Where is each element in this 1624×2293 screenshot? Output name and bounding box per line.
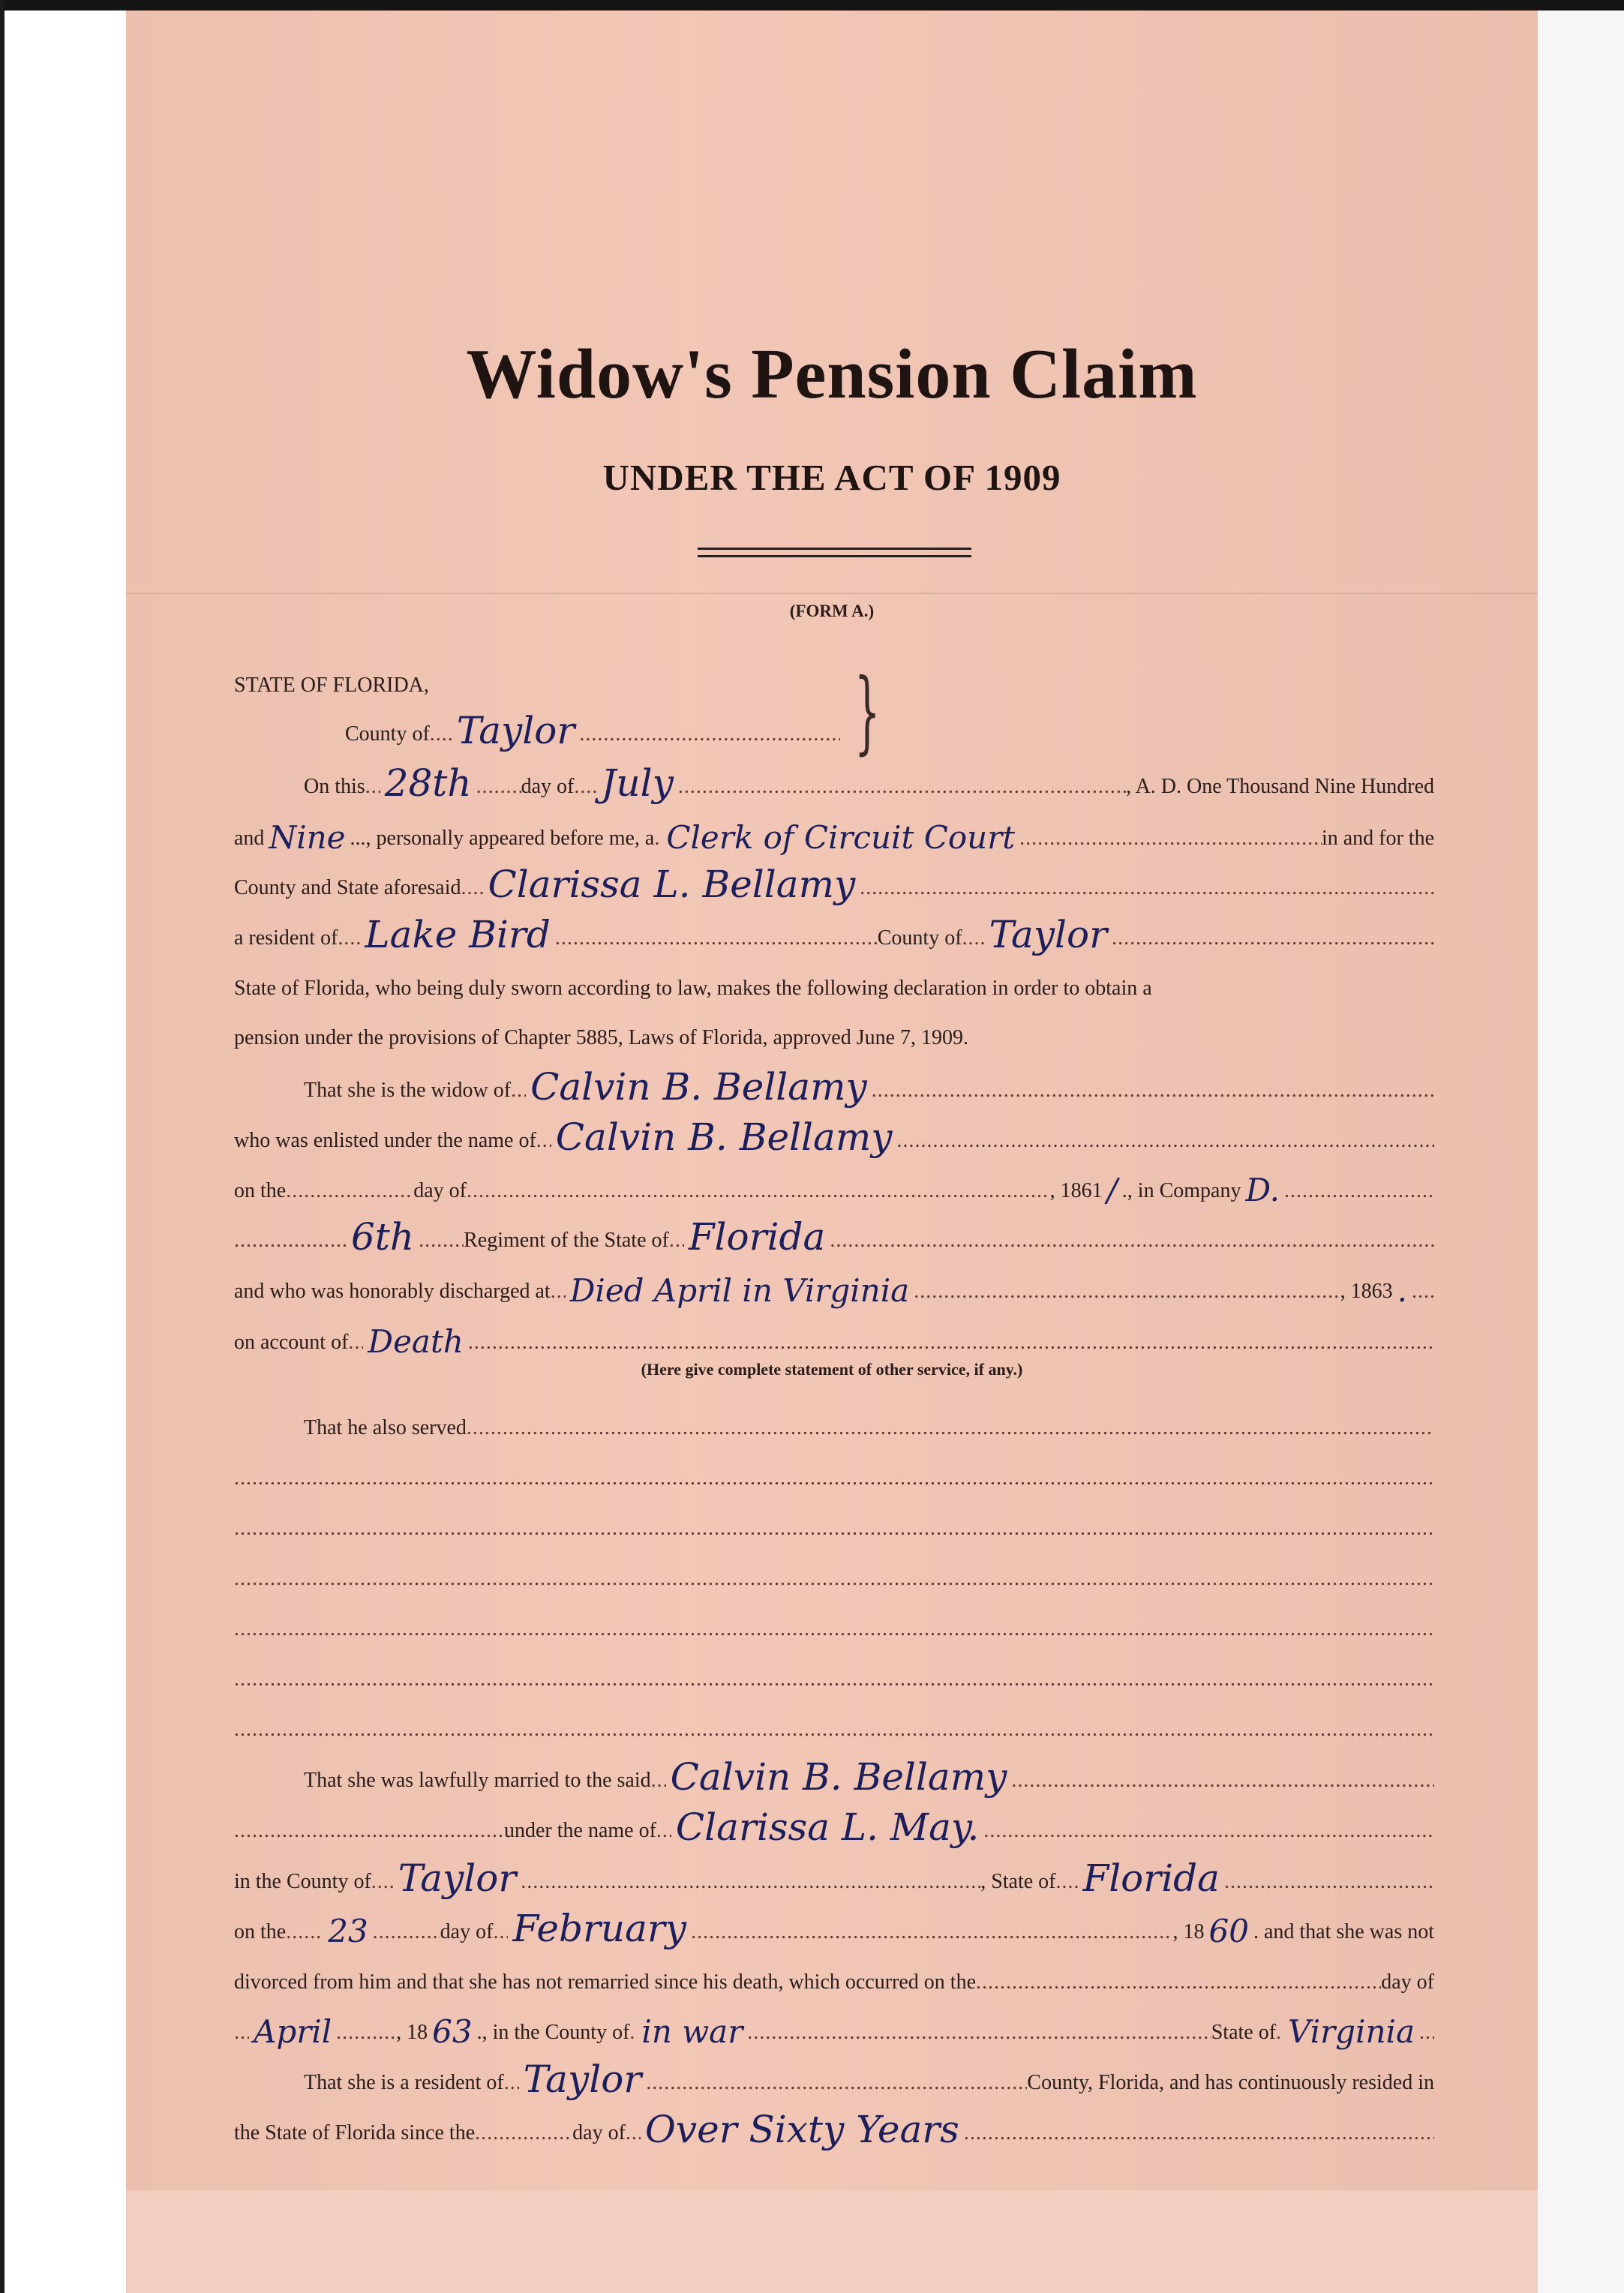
form-subtitle: UNDER THE ACT OF 1909 xyxy=(602,457,1061,498)
leader-dots xyxy=(1112,926,1434,950)
also-served-label: That he also served xyxy=(304,1416,467,1439)
day-field[interactable]: 28th xyxy=(384,761,472,805)
leader-dots xyxy=(669,1229,684,1253)
company-field[interactable]: D. xyxy=(1245,1172,1280,1208)
married-to-field[interactable]: Calvin B. Bellamy xyxy=(670,1755,1007,1799)
leader-dots xyxy=(691,1920,1172,1944)
leader-dots[interactable] xyxy=(467,1416,1434,1440)
leader-dots xyxy=(626,2121,641,2145)
appeared-line xyxy=(234,813,1434,856)
enlisted-name-field[interactable]: Calvin B. Bellamy xyxy=(555,1115,893,1159)
current-county-field[interactable]: Taylor xyxy=(523,2057,642,2101)
leader-dots xyxy=(1276,2021,1283,2045)
widow-line xyxy=(304,1065,1434,1109)
discharge-year-field[interactable]: . xyxy=(1397,1272,1407,1309)
service-blank-line[interactable] xyxy=(234,1654,1434,1691)
paper-bottom-band xyxy=(126,2190,1538,2293)
day-of-label: day of xyxy=(413,1179,467,1202)
sworn-line xyxy=(234,963,1434,1001)
death-county-field[interactable]: in war xyxy=(641,2013,743,2050)
leader-dots xyxy=(234,2021,249,2045)
leader-dots xyxy=(914,1280,1340,1304)
day-of-label: day of xyxy=(440,1920,494,1943)
paper-fold xyxy=(126,593,1538,594)
discharged-label: and who was honorably discharged at xyxy=(234,1280,551,1303)
regiment-label: Regiment of the State of xyxy=(464,1229,669,1252)
leader-dots xyxy=(467,1179,1050,1203)
scan-top-border xyxy=(0,0,1624,11)
county-florida-label: County, Florida, and has continuously resided in xyxy=(1027,2071,1434,2094)
regiment-state-field[interactable]: Florida xyxy=(688,1215,826,1259)
leader-dots xyxy=(521,1870,980,1894)
service-blank-line[interactable] xyxy=(234,1503,1434,1541)
leader-dots xyxy=(234,1517,1434,1541)
discharge-place-field[interactable]: Died April in Virginia xyxy=(569,1272,910,1309)
leader-dots xyxy=(1011,1769,1434,1793)
leader-dots xyxy=(234,1567,1434,1591)
service-blank-line[interactable] xyxy=(234,1704,1434,1742)
on-the-label: on the xyxy=(234,1179,287,1202)
leader-dots[interactable] xyxy=(976,1970,1381,1994)
married-to-label: That she was lawfully married to the said xyxy=(304,1769,651,1792)
enlist-year-field[interactable]: / xyxy=(1106,1172,1118,1208)
marriage-county-field[interactable]: Taylor xyxy=(398,1856,517,1900)
maiden-name-line xyxy=(234,1805,1434,1849)
leader-dots xyxy=(493,1920,508,1944)
leader-dots xyxy=(373,1920,440,1944)
leader-dots xyxy=(964,2121,1434,2145)
claimant-name-field[interactable]: Clarissa L. Bellamy xyxy=(488,863,856,906)
date-line xyxy=(304,761,1434,805)
since-field[interactable]: Over Sixty Years xyxy=(644,2108,959,2151)
husband-field[interactable]: Calvin B. Bellamy xyxy=(530,1065,867,1109)
leader-dots xyxy=(555,926,878,950)
marriage-day-field[interactable]: 23 xyxy=(328,1913,368,1949)
maiden-name-field[interactable]: Clarissa L. May. xyxy=(675,1805,980,1849)
residence-line xyxy=(234,913,1434,956)
leader-dots xyxy=(897,1129,1435,1153)
leader-dots xyxy=(656,1819,671,1843)
pension-line xyxy=(234,1013,1434,1050)
service-blank-line[interactable] xyxy=(234,1604,1434,1641)
in-company-label: ., in Company xyxy=(1121,1179,1241,1202)
leader-dots xyxy=(419,1229,464,1253)
leader-dots xyxy=(338,926,360,950)
death-month-field[interactable]: April xyxy=(254,2013,332,2050)
leader-dots xyxy=(747,2021,1211,2045)
service-note: (Here give complete statement of other service, if any.) xyxy=(641,1360,1023,1379)
form-title: Widow's Pension Claim xyxy=(466,335,1198,413)
form-label: (FORM A.) xyxy=(789,602,875,620)
resident-of-label: a resident of xyxy=(234,926,338,950)
leader-dots xyxy=(476,775,521,799)
leader-dots xyxy=(1412,1280,1434,1304)
leader-dots xyxy=(430,722,452,746)
leader-dots xyxy=(468,1331,1434,1355)
marriage-year-field[interactable]: 60 xyxy=(1208,1913,1249,1949)
leader-dots xyxy=(504,2071,519,2095)
leader-dots xyxy=(536,1129,551,1153)
leader-dots xyxy=(511,1079,526,1103)
on-the-label: on the xyxy=(234,1920,287,1943)
aforesaid-label: County and State aforesaid xyxy=(234,876,461,899)
year-18-label: , 18 xyxy=(1172,1920,1205,1943)
leader-dots xyxy=(475,2121,572,2145)
state-line xyxy=(234,660,759,698)
year-18-label: , 18 xyxy=(396,2021,428,2044)
leader-dots xyxy=(860,876,1434,900)
leader-dots xyxy=(654,827,662,851)
married-line xyxy=(304,1755,1434,1799)
under-name-label: under the name of xyxy=(504,1819,656,1842)
leader-dots xyxy=(551,1280,566,1304)
county-line xyxy=(345,709,840,752)
leader-dots xyxy=(1019,827,1322,851)
leader-dots xyxy=(234,1617,1434,1641)
leader-dots xyxy=(234,1229,347,1253)
since-line xyxy=(234,2108,1434,2151)
in-and-for-label: in and for the xyxy=(1321,827,1434,850)
widow-of-label: That she is the widow of xyxy=(304,1079,512,1102)
scan-left-border xyxy=(0,0,5,2293)
leader-dots xyxy=(286,1920,323,1944)
not-divorced-label: . and that she was not xyxy=(1253,1920,1434,1943)
pension-text: pension under the provisions of Chapter 5885, Laws of Florida, approved June 7, 1909. xyxy=(234,1026,969,1049)
leader-dots xyxy=(646,2071,1027,2095)
ad-label: , A. D. One Thousand Nine Hundred xyxy=(1126,775,1434,798)
leader-dots xyxy=(651,1769,666,1793)
claimant-line xyxy=(234,863,1434,906)
enlistment-date-line xyxy=(234,1166,1434,1208)
day-of-label: day of xyxy=(1381,1970,1434,1994)
leader-dots xyxy=(579,722,840,746)
leader-dots xyxy=(461,876,483,900)
appeared-label: ..., personally appeared before me, a xyxy=(350,827,655,850)
leader-dots xyxy=(365,775,380,799)
county-of-label: County of xyxy=(877,926,962,950)
residence-field[interactable]: Lake Bird xyxy=(365,913,551,956)
state-of-label: , State of xyxy=(980,1870,1056,1893)
day-of-label: day of xyxy=(572,2121,626,2144)
sworn-text: State of Florida, who being duly sworn according to law, makes the following declaration in order to obtain a xyxy=(234,977,1152,1000)
title-rule-top xyxy=(698,548,971,550)
day-of-label: day of xyxy=(521,775,575,798)
leader-dots xyxy=(1224,1870,1434,1894)
marriage-state-field[interactable]: Florida xyxy=(1082,1856,1220,1900)
enlisted-line xyxy=(234,1115,1434,1159)
state-label: STATE OF FLORIDA, xyxy=(234,674,429,697)
also-served-line xyxy=(304,1403,1434,1440)
on-account-label: on account of xyxy=(234,1331,349,1354)
leader-dots xyxy=(983,1819,1434,1843)
title-rule-bottom xyxy=(698,555,971,557)
marriage-month-field[interactable]: February xyxy=(512,1907,687,1950)
resident-of-label: That she is a resident of xyxy=(304,2071,504,2094)
death-state-field[interactable]: Virginia xyxy=(1288,2013,1415,2050)
regiment-field[interactable]: 6th xyxy=(351,1215,415,1259)
death-line xyxy=(234,2007,1434,2050)
leader-dots xyxy=(1419,2021,1434,2045)
current-residence-line xyxy=(304,2057,1434,2101)
leader-dots xyxy=(1284,1179,1434,1203)
discharge-line xyxy=(234,1266,1434,1309)
leader-dots xyxy=(234,1819,504,1843)
leader-dots xyxy=(234,1667,1434,1691)
account-line xyxy=(234,1317,1434,1360)
official-field[interactable]: Clerk of Circuit Court xyxy=(666,819,1016,856)
leader-dots xyxy=(348,1331,363,1355)
leader-dots xyxy=(371,1870,394,1894)
service-blank-line[interactable] xyxy=(234,1553,1434,1591)
leader-dots xyxy=(574,775,596,799)
leader-dots xyxy=(872,1079,1434,1103)
leader-dots xyxy=(678,775,1126,799)
leader-dots xyxy=(830,1229,1434,1253)
account-field[interactable]: Death xyxy=(368,1323,464,1360)
and-label: and xyxy=(234,827,265,850)
county-label: County of xyxy=(345,722,430,746)
year-word-field[interactable]: Nine xyxy=(269,819,346,856)
leader-dots xyxy=(234,1718,1434,1742)
in-county-label: ., in the County of xyxy=(476,2021,630,2044)
brace-icon: } xyxy=(854,660,881,764)
scan-margin xyxy=(1538,11,1624,2293)
on-this-label: On this xyxy=(304,775,365,798)
year-1863-label: , 1863 xyxy=(1340,1280,1393,1303)
residence-county-field[interactable]: Taylor xyxy=(989,913,1108,956)
leader-dots xyxy=(1056,1870,1079,1894)
death-year-field[interactable]: 63 xyxy=(432,2013,473,2050)
divorced-line xyxy=(234,1957,1434,1994)
service-blank-line[interactable] xyxy=(234,1453,1434,1490)
leader-dots xyxy=(286,1179,413,1203)
leader-dots xyxy=(234,1466,1434,1490)
divorced-text: divorced from him and that she has not remarried since his death, which occurred on the xyxy=(234,1970,977,1994)
leader-dots xyxy=(962,926,985,950)
marriage-place-line xyxy=(234,1856,1434,1900)
enlisted-label: who was enlisted under the name of xyxy=(234,1129,536,1152)
since-the-label: the State of Florida since the xyxy=(234,2121,476,2144)
marriage-date-line xyxy=(234,1907,1434,1950)
leader-dots xyxy=(336,2021,396,2045)
leader-dots xyxy=(629,2021,637,2045)
regiment-line xyxy=(234,1215,1434,1259)
county-field[interactable]: Taylor xyxy=(456,709,575,752)
year-1861-label: , 1861 xyxy=(1049,1179,1103,1202)
in-county-label: in the County of xyxy=(234,1870,371,1893)
state-of-label: State of xyxy=(1211,2021,1277,2044)
month-field[interactable]: July xyxy=(601,761,674,805)
